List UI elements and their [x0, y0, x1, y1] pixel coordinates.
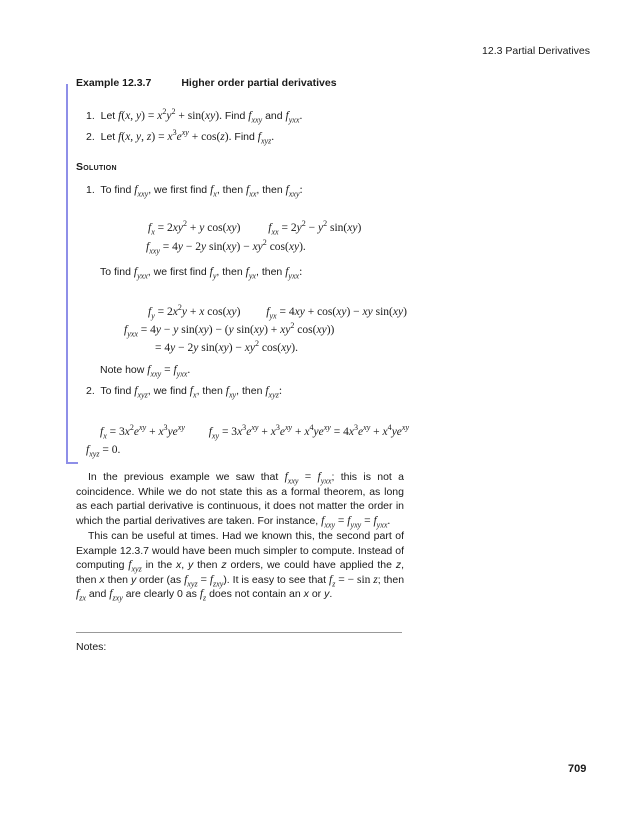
text: , then — [216, 184, 244, 196]
text: ; this is not a coincidence. While we do not state this as a formal theorem, as long as each partial derivative is continuous, it does not matter the order in which the partial derivatives are taken. For instance, — [76, 471, 405, 527]
example-label: Example 12.3.7 — [76, 77, 152, 89]
problem-1: 1. Let f(x, $y) = x^2y^2 + \sin(xy)$. Find $f_{xxy}$ and $f_{yxx}$. — [86, 107, 303, 125]
text: orders, we could have applied the — [230, 559, 392, 571]
problem-lead: Let — [100, 110, 116, 122]
text: order (as — [139, 573, 182, 586]
text: , we find — [147, 385, 187, 397]
text: , then — [236, 385, 263, 397]
solution-part-1-intro: 1. To find $f_{xxy}$, we first find $f_x$, then $f_{xx}$, then $f_{xxy}$: — [86, 184, 303, 199]
problem-and: and — [265, 110, 283, 122]
example-margin-bar — [66, 84, 68, 464]
notes-label: Notes: — [76, 641, 107, 653]
text: To find — [100, 266, 131, 278]
text: ). It is easy to see that — [223, 573, 327, 586]
note-equality: Note how $f_{xxy} = f_{yxx}$. — [100, 364, 191, 379]
text: , then — [255, 266, 283, 278]
problem-lead: Let — [100, 131, 116, 143]
text: , then — [216, 266, 243, 278]
text: then — [107, 573, 128, 586]
problem-number: 1. — [86, 110, 95, 122]
text: and — [88, 588, 107, 600]
text: To find — [100, 385, 132, 397]
text: ; then — [377, 573, 405, 586]
text: , we first find — [148, 184, 208, 196]
problem-find: Find — [234, 131, 255, 143]
equation-fyxx-simplified: = 4y − 2y $\sin(xy) - xy^2$ cos(xy). — [155, 339, 298, 354]
text: , we first find — [147, 266, 207, 278]
equation-fy: $f_y = 2x^2y + x$ cos(xy) $f_{yx} = 4xy + \cos(xy)$ − xy sin(xy) — [148, 303, 407, 321]
problem-number: 2. — [86, 131, 95, 143]
equation-fx: $f_x = 2xy^2 + y$ cos(xy) $f_{xx} = 2y^2 - y^2$ sin(xy) — [148, 219, 362, 237]
text: This can be useful at times. Had we known this, the second part of Example 12.3.7 would have been much simpler to compute. Instead of computing — [76, 530, 404, 571]
text: Note how — [100, 364, 145, 376]
notes-divider — [76, 632, 402, 633]
solution-part-1b-intro: To find $f_{yxx}$, we first find $f_y$, then $f_{yx}$, then $f_{yxx}$: — [100, 266, 303, 281]
text: or — [311, 588, 322, 600]
page-number: 709 — [568, 763, 587, 775]
text: , then — [196, 385, 223, 397]
example-heading — [76, 77, 337, 89]
solution-heading: Solution — [76, 161, 117, 173]
text: in the — [145, 559, 173, 571]
example-title: Higher order partial derivatives — [181, 77, 337, 89]
paragraph-1: In the previous example we saw that $f_{xxy} = f_{yxx}$; this is not a coincidence. While we do not state this as a formal theorem, as long as each partial derivative is continuous, it does not matter the order in which the partial derivatives are taken. For instance, $f_{xxy} = f_{yxy} = f_{yxx}$. — [76, 471, 405, 529]
running-head: 12.3 Partial Derivatives — [482, 45, 590, 57]
example-margin-bar-foot — [66, 462, 78, 464]
text: In the previous example we saw that — [88, 471, 279, 483]
equation-fyxx: $f_{yxx} = 4y - y$ sin(xy) − (y $\sin(xy) + xy^2$ cos(xy)) — [124, 321, 335, 339]
text: then — [76, 573, 97, 586]
text: does not contain an — [209, 588, 301, 600]
solution-number: 2. — [86, 385, 95, 397]
problem-find: Find — [224, 110, 246, 122]
equation-part2: $f_x = 3x^2e^{xy} + x^3ye^{xy}$ $f_{xy} = 3x^3e^{xy} + x^3e^{xy} + x^4ye^{xy} = 4x^3e^{xy} + x^4ye^{xy}$ — [100, 423, 410, 441]
equation-fxxy: $f_{xxy} = 4y - 2y$ $\sin(xy) - xy^2$ cos(xy). — [146, 238, 306, 256]
text: are clearly 0 as — [125, 588, 197, 600]
solution-part-2-intro: 2. To find $f_{xyz}$, we find $f_x$, then $f_{xy}$, then $f_{xyz}$: — [86, 385, 283, 400]
text: , then — [256, 184, 283, 196]
text: To find — [100, 184, 132, 196]
equation-fxyz: $f_{xyz} = 0$. — [86, 444, 121, 459]
paragraph-2: This can be useful at times. Had we known this, the second part of Example 12.3.7 would have been much simpler to compute. Instead of computing $f_{xyz}$ in the x, y then z orders, we could have applied the z, then x then y order (as $f_{xyz} = f_{zxy}$). It is easy to see that $f_z$ = − sin z; then $f_{zx}$ and $f_{zxy}$ are clearly 0 as $f_z$ does not contain an x or y. — [76, 530, 405, 603]
solution-number: 1. — [86, 184, 95, 196]
problem-2: 2. Let f(x, y, $z) = x^3e^{xy} + \cos(z)$. Find $f_{xyz}$. — [86, 128, 275, 146]
